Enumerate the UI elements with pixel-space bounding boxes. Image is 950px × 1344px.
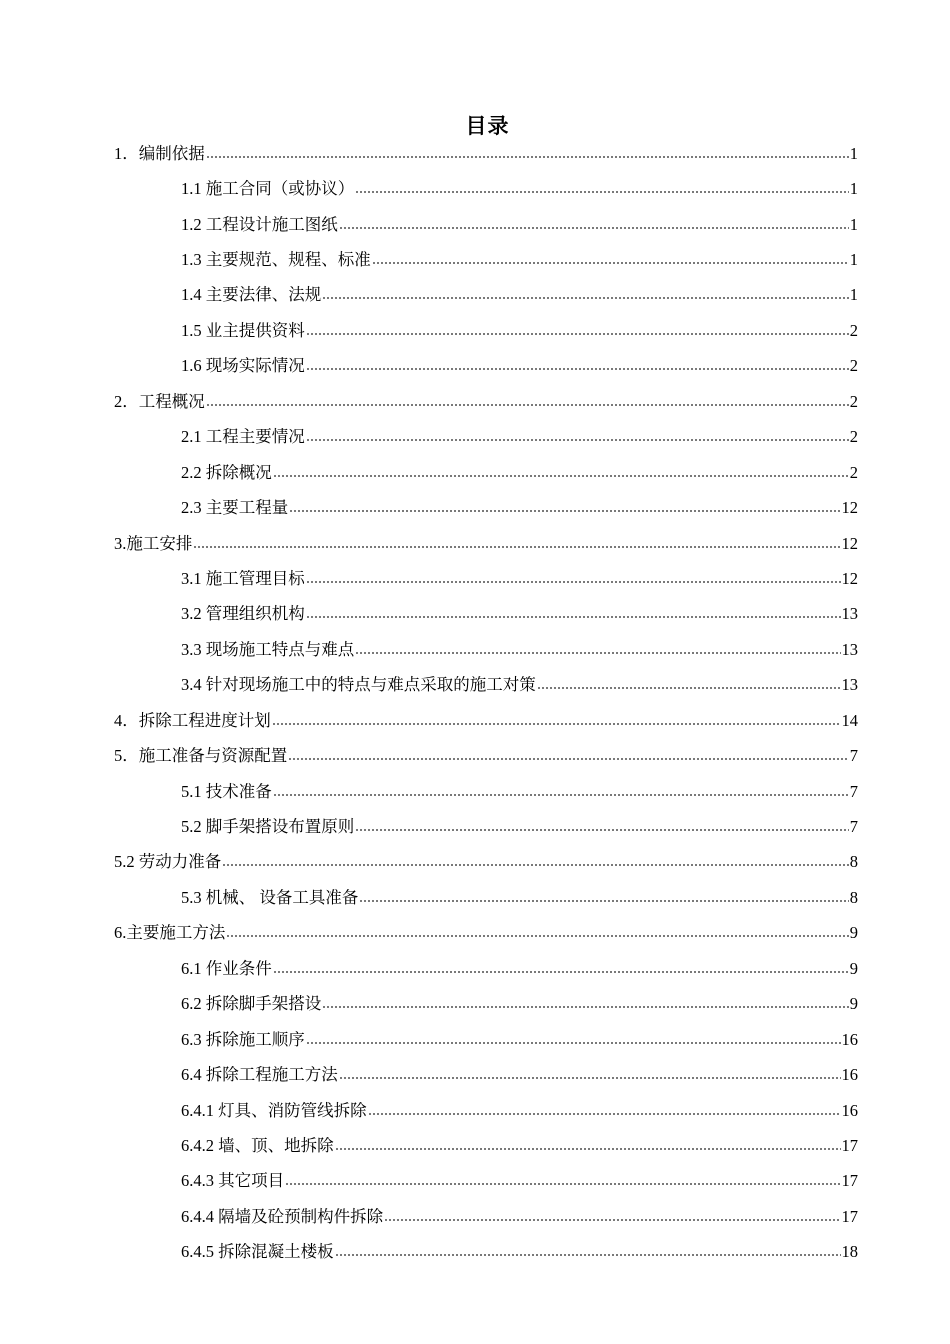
dot-leader [289, 510, 840, 512]
toc-entry-label: 6.4.2 墙、顶、地拆除 [181, 1135, 334, 1155]
toc-entry[interactable] [0, 987, 950, 1022]
toc-entry-page-number: 12 [841, 498, 858, 518]
toc-entry-page-number: 2 [849, 391, 858, 411]
toc-entry-label: 6.主要施工方法 [114, 923, 226, 943]
toc-entry-page-number: 7 [849, 781, 858, 801]
toc-entry-page-number: 9 [849, 994, 858, 1014]
toc-entry[interactable] [0, 738, 950, 773]
toc-entry[interactable] [0, 809, 950, 844]
dot-leader [306, 581, 841, 583]
dot-leader [306, 368, 849, 370]
page-title: 目录 [465, 114, 510, 138]
dot-leader [272, 723, 841, 725]
toc-entry-label: 6.4.5 拆除混凝土楼板 [181, 1242, 334, 1262]
dot-leader [306, 1042, 841, 1044]
toc-entry-page-number: 2 [849, 462, 858, 482]
toc-entry[interactable] [0, 1199, 950, 1234]
toc-entry-label: 5.2 脚手架搭设布置原则 [181, 817, 355, 837]
toc-entry-page-number: 2 [849, 320, 858, 340]
toc-entry[interactable] [0, 632, 950, 667]
toc-entry[interactable] [0, 668, 950, 703]
toc-entry[interactable] [0, 1128, 950, 1163]
toc-entry-page-number: 13 [841, 675, 858, 695]
toc-entry-label: 1．编制依据 [114, 143, 205, 163]
dot-leader [359, 900, 848, 902]
toc-entry-label: 5.3 机械、 设备工具准备 [181, 887, 359, 907]
toc-entry-page-number: 17 [841, 1171, 858, 1191]
toc-entry-label: 6.3 拆除施工顺序 [181, 1029, 305, 1049]
toc-entry-page-number: 1 [849, 214, 858, 234]
toc-entry-label: 2．工程概况 [114, 391, 205, 411]
toc-entry-page-number: 16 [841, 1100, 858, 1120]
toc-entry-label: 4．拆除工程进度计划 [114, 710, 271, 730]
toc-entry-label: 3.1 施工管理目标 [181, 568, 305, 588]
dot-leader [537, 687, 841, 689]
toc-entry[interactable] [0, 349, 950, 384]
toc-entry-label: 1.5 业主提供资料 [181, 320, 305, 340]
toc-entry-page-number: 12 [841, 568, 858, 588]
toc-entry-label: 3.2 管理组织机构 [181, 604, 305, 624]
dot-leader [273, 971, 849, 973]
dot-leader [285, 1183, 840, 1185]
toc-entry-page-number: 18 [841, 1242, 858, 1262]
toc-entry-label: 6.1 作业条件 [181, 958, 272, 978]
toc-entry-label: 2.3 主要工程量 [181, 498, 289, 518]
toc-entry[interactable] [0, 774, 950, 809]
toc-entry[interactable] [0, 207, 950, 242]
toc-entry-label: 1.3 主要规范、规程、标准 [181, 250, 371, 270]
dot-leader [322, 1006, 849, 1008]
toc-entry[interactable] [0, 597, 950, 632]
toc-entry-label: 6.4.4 隔墙及砼预制构件拆除 [181, 1206, 384, 1226]
toc-entry-label: 3.施工安排 [114, 533, 193, 553]
toc-entry[interactable] [0, 1164, 950, 1199]
toc-entry-label: 5.1 技术准备 [181, 781, 272, 801]
toc-entry-label: 3.4 针对现场施工中的特点与难点采取的施工对策 [181, 675, 536, 695]
dot-leader [339, 227, 849, 229]
dot-leader [206, 156, 849, 158]
dot-leader [335, 1148, 841, 1150]
dot-leader [226, 935, 848, 937]
toc-entry-page-number: 7 [849, 746, 858, 766]
dot-leader [306, 439, 849, 441]
toc-entry[interactable] [0, 916, 950, 951]
dot-leader [355, 652, 840, 654]
toc-entry-page-number: 12 [841, 533, 858, 553]
dot-leader [335, 1254, 841, 1256]
dot-leader [322, 297, 849, 299]
toc-entry[interactable] [0, 845, 950, 880]
toc-entry[interactable] [0, 171, 950, 206]
toc-entry[interactable] [0, 880, 950, 915]
toc-entry[interactable] [0, 1093, 950, 1128]
toc-entry[interactable] [0, 951, 950, 986]
dot-leader [288, 758, 849, 760]
toc-entry[interactable] [0, 278, 950, 313]
toc-entry-page-number: 7 [849, 817, 858, 837]
toc-entry-label: 6.4.3 其它项目 [181, 1171, 285, 1191]
dot-leader [193, 546, 840, 548]
dot-leader [355, 829, 849, 831]
toc-entry[interactable] [0, 136, 950, 171]
toc-entry[interactable] [0, 1022, 950, 1057]
dot-leader [384, 1219, 840, 1221]
toc-entry-page-number: 1 [849, 179, 858, 199]
toc-entry-page-number: 13 [841, 639, 858, 659]
toc-entry[interactable] [0, 455, 950, 490]
toc-entry-page-number: 8 [849, 852, 858, 872]
toc-entry-page-number: 9 [849, 958, 858, 978]
toc-entry-page-number: 16 [841, 1029, 858, 1049]
toc-entry-label: 6.4 拆除工程施工方法 [181, 1065, 338, 1085]
toc-entry-label: 2.1 工程主要情况 [181, 427, 305, 447]
toc-entry-page-number: 8 [849, 887, 858, 907]
dot-leader [306, 333, 849, 335]
toc-entry-page-number: 1 [849, 250, 858, 270]
toc-entry-page-number: 2 [849, 356, 858, 376]
toc-entry[interactable] [0, 1235, 950, 1270]
dot-leader [355, 191, 849, 193]
toc-entry[interactable] [0, 313, 950, 348]
table-of-contents [0, 136, 950, 1270]
toc-entry[interactable] [0, 561, 950, 596]
dot-leader [372, 262, 849, 264]
toc-entry-page-number: 2 [849, 427, 858, 447]
toc-entry[interactable] [0, 242, 950, 277]
dot-leader [222, 864, 849, 866]
toc-entry[interactable] [0, 1057, 950, 1092]
dot-leader [306, 616, 841, 618]
toc-entry-label: 1.6 现场实际情况 [181, 356, 305, 376]
toc-entry[interactable] [0, 526, 950, 561]
toc-entry-label: 5.2 劳动力准备 [114, 852, 222, 872]
dot-leader [273, 475, 849, 477]
toc-entry-label: 5．施工准备与资源配置 [114, 746, 288, 766]
toc-entry-page-number: 16 [841, 1065, 858, 1085]
toc-entry-page-number: 17 [841, 1206, 858, 1226]
toc-entry-label: 6.4.1 灯具、消防管线拆除 [181, 1100, 367, 1120]
toc-entry-page-number: 14 [841, 710, 858, 730]
dot-leader [339, 1077, 841, 1079]
toc-entry-page-number: 13 [841, 604, 858, 624]
dot-leader [273, 794, 849, 796]
toc-entry-page-number: 1 [849, 143, 858, 163]
toc-entry-label: 1.4 主要法律、法规 [181, 285, 322, 305]
toc-entry-page-number: 17 [841, 1135, 858, 1155]
dot-leader [206, 404, 849, 406]
toc-entry-label: 1.1 施工合同（或协议） [181, 179, 355, 199]
toc-entry-page-number: 9 [849, 923, 858, 943]
toc-entry[interactable] [0, 420, 950, 455]
toc-entry-page-number: 1 [849, 285, 858, 305]
toc-entry[interactable] [0, 490, 950, 525]
dot-leader [368, 1113, 841, 1115]
toc-entry-label: 6.2 拆除脚手架搭设 [181, 994, 322, 1014]
toc-entry[interactable] [0, 384, 950, 419]
toc-entry-label: 3.3 现场施工特点与难点 [181, 639, 355, 659]
toc-entry-label: 2.2 拆除概况 [181, 462, 272, 482]
toc-entry-label: 1.2 工程设计施工图纸 [181, 214, 338, 234]
toc-entry[interactable] [0, 703, 950, 738]
